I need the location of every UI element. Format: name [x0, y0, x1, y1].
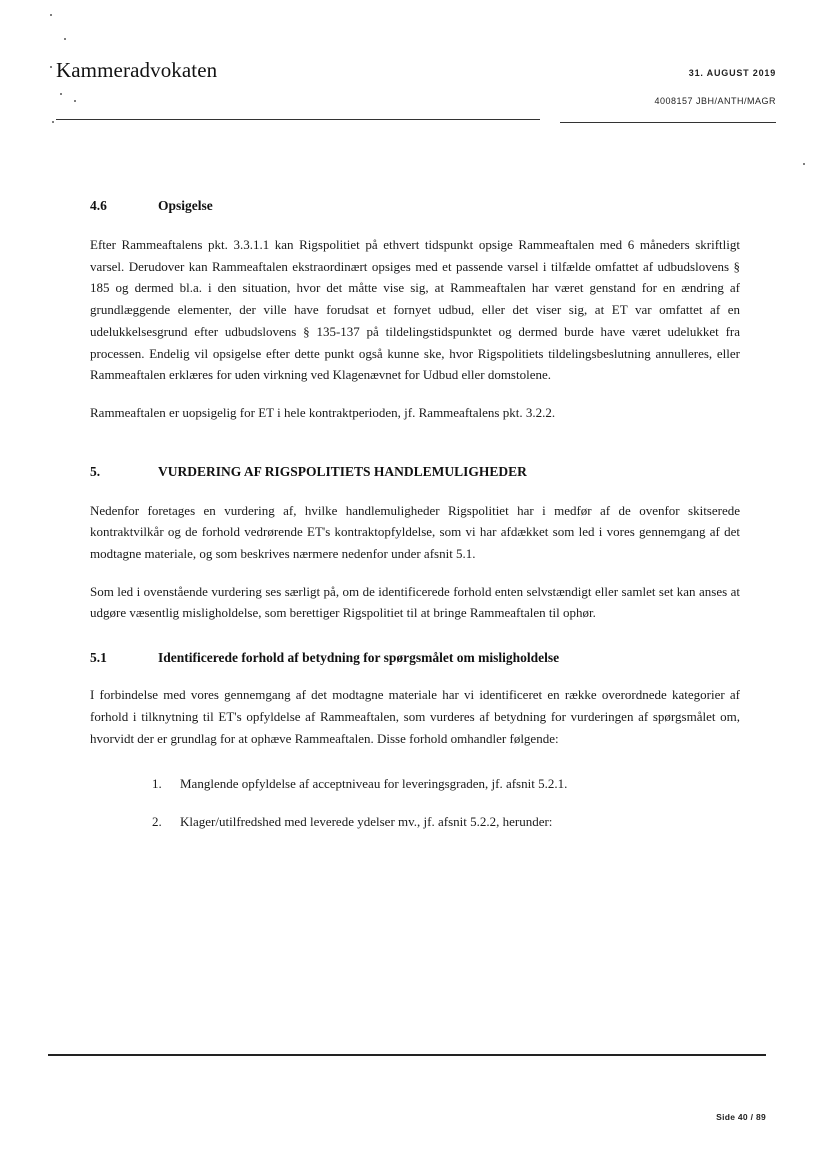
list-text: Manglende opfyldelse af acceptniveau for leveringsgraden, jf. afsnit 5.2.1.: [180, 776, 568, 792]
section-number: 4.6: [90, 198, 107, 213]
section-title: Opsigelse: [158, 198, 213, 213]
list-number: 1.: [152, 776, 162, 792]
section-number: 5.1: [90, 650, 107, 666]
list-number: 2.: [152, 814, 162, 830]
scan-speck: [52, 121, 54, 123]
section-heading-5: [90, 464, 740, 480]
scan-speck: [74, 100, 76, 102]
page-number: Side 40 / 89: [716, 1112, 766, 1122]
list-text: Klager/utilfredshed med leverede ydelser mv., jf. afsnit 5.2.2, herunder:: [180, 814, 553, 830]
section-number: 5.: [90, 463, 101, 479]
paragraph: Rammeaftalen er uopsigelig for ET i hele kontraktperioden, jf. Rammeaftalens pkt. 3.2.2.: [90, 404, 556, 420]
list-item: [152, 773, 740, 794]
paragraph: Efter Rammeaftalens pkt. 3.3.1.1 kan Rigspolitiet på ethvert tidspunkt opsige Rammeaftalen med 6 måneders skriftligt varsel. Derudover kan Rammeaftalen ekstraordinært opsiges med et passende varsel i tilfælde omfattet af udbudslovens § 185 og dermed bl.a. i den situation, hvor det måtte vise sig, at Rammeaftalen har været genstand for en ændring af grundlæggende elementer, der ville have forudsat et fornyet udbud, eller det viser sig, at ET var omfattet af en udelukkelsesgrund efter udbudslovens § 135-137 på tildelingstidspunktet og dermed burde have været udelukket fra processen. Endelig vil opsigelse efter dette punkt også kunne ske, hvor Rigspolitiets tildelingsbeslutning annulleres, eller Rammeaftalen erklæres for uden virkning ved Klagenævnet for Udbud eller domstolene.: [90, 237, 740, 383]
paragraph: I forbindelse med vores gennemgang af det modtagne materiale har vi identificeret en række overordnede kategorier af forhold i tilknytning til ET's opfyldelse af Rammeaftalen, som vurderes af betydning for vurderingen af spørgsmålet om, hvorvidt der er grundlag for at ophæve Rammeaftalen. Disse forhold omhandler følgende:: [90, 687, 740, 746]
scan-speck: [64, 38, 66, 40]
numbered-list: [152, 773, 740, 832]
scan-speck: [50, 66, 52, 68]
document-date: 31. AUGUST 2019: [688, 68, 776, 78]
paragraph: Som led i ovenstående vurdering ses særligt på, om de identificerede forhold enten selvstændigt eller samlet set kan anses at udgøre væsentlig misligholdelse, som berettiger Rigspolitiet til at bringe Rammeaftalen til ophør.: [90, 583, 740, 621]
header-divider-right: [560, 122, 776, 123]
list-item: [152, 811, 740, 832]
paragraph: Nedenfor foretages en vurdering af, hvilke handlemuligheder Rigspolitiet har i medfør af de ovenfor skitserede kontraktvilkår og de forhold vedrørende ET's kontraktopfyldelse, som vi har afdækket som led i vores gennemgang af det modtagne materiale, og som beskrives nærmere nedenfor under afsnit 5.1.: [90, 502, 740, 562]
section-title: VURDERING AF RIGSPOLITIETS HANDLEMULIGHEDER: [158, 463, 527, 479]
section-title: Identificerede forhold af betydning for spørgsmålet om misligholdelse: [158, 650, 560, 666]
document-reference: 4008157 JBH/ANTH/MAGR: [654, 96, 776, 106]
scan-speck: [60, 93, 62, 95]
scan-speck: [803, 163, 805, 165]
footer-divider: [48, 1054, 766, 1056]
kammeradvokaten-logo: Kammeradvokaten: [56, 58, 218, 82]
document-body: [90, 198, 740, 832]
header-divider-left: [56, 119, 540, 120]
section-heading-5-1: [90, 650, 740, 666]
section-heading-4-6: [90, 198, 740, 214]
scan-speck: [50, 14, 52, 16]
